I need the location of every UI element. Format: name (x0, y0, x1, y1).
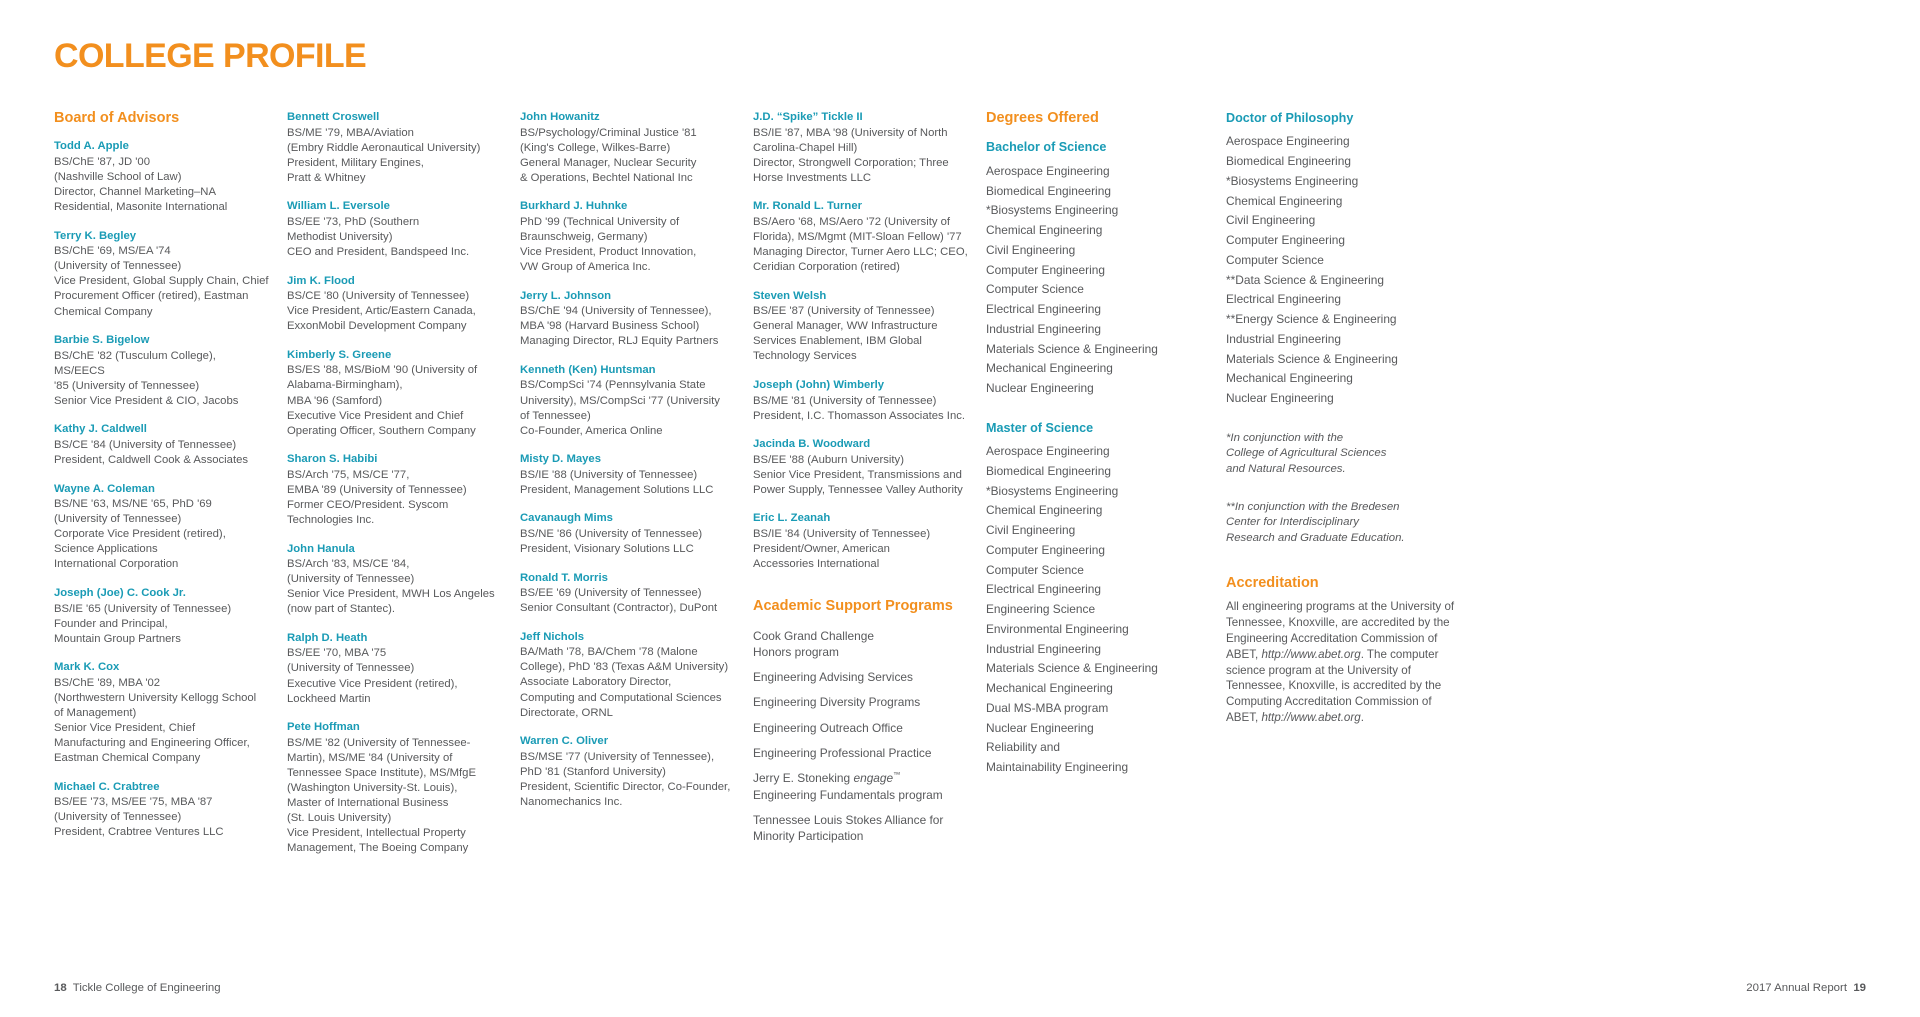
doctorate-column (1226, 110, 1476, 726)
advisor-name: Joseph (Joe) C. Cook Jr. (54, 587, 186, 600)
advisor-detail-line: President/Owner, American (753, 543, 890, 555)
degree-item: Industrial Engineering (1226, 331, 1342, 346)
degree-item: Electrical Engineering (986, 582, 1102, 597)
advisors-column-4 (753, 110, 986, 854)
advisor-entry (54, 422, 269, 468)
advisor-detail-line: BS/Arch '75, MS/CE '77, (287, 468, 410, 481)
degree-item: Aerospace Engineering (986, 444, 1110, 459)
advisor-name: Jacinda B. Woodward (753, 438, 871, 451)
advisor-detail-line: BS/CE '84 (University of Tennessee) (54, 438, 237, 451)
degree-item: Nuclear Engineering (1226, 391, 1334, 406)
abet-url-1[interactable]: http://www.abet.org (1261, 647, 1361, 661)
degree-item: Nuclear Engineering (986, 381, 1094, 395)
advisor-detail-line: BS/IE '84 (University of Tennessee) (753, 527, 931, 540)
advisors-column-1 (54, 110, 287, 854)
degree-item: Civil Engineering (986, 242, 1076, 257)
advisor-detail-line: General Manager, Nuclear Security (520, 156, 697, 169)
advisor-entry (753, 110, 968, 186)
advisor-detail-line: Senior Vice President, Transmissions and (753, 468, 962, 481)
degree-item: *Biosystems Engineering (1226, 173, 1359, 188)
footer-right (1746, 982, 1866, 994)
degree-item: Mechanical Engineering (986, 361, 1113, 376)
advisor-detail-line: Ceridian Corporation (retired) (753, 261, 900, 274)
degree-item: Aerospace Engineering (1226, 134, 1350, 149)
academic-support-line: Honors program (753, 644, 839, 659)
advisor-entry (287, 720, 502, 856)
advisor-detail-line: President, Military Engines, (287, 156, 424, 169)
advisor-detail-line: BS/EE '73, PhD (Southern (287, 215, 420, 228)
advisor-name: Jerry L. Johnson (520, 289, 612, 302)
advisor-detail-line: BS/EE '87 (University of Tennessee) (753, 305, 935, 318)
advisor-name: Kimberly S. Greene (287, 348, 392, 361)
advisor-detail-line: '85 (University of Tennessee) (54, 379, 200, 392)
advisor-detail-line: Lockheed Martin (287, 692, 371, 705)
footer-right-page-number: 19 (1853, 982, 1866, 994)
degree-item: **Data Science & Engineering (1226, 272, 1384, 287)
advisor-entry (287, 199, 502, 260)
advisor-detail-line: Vice President, Global Supply Chain, Chief (54, 275, 269, 288)
degree-item: Nuclear Engineering (986, 720, 1094, 735)
advisor-detail-line: ExxonMobil Development Company (287, 320, 467, 333)
phd-degree-list (1226, 132, 1458, 409)
footer-left-page-number: 18 (54, 982, 67, 994)
advisor-detail-line: & Operations, Bechtel National Inc (520, 171, 693, 184)
advisor-detail-line: Science Applications (54, 543, 158, 556)
advisor-detail-line: Braunschweig, Germany) (520, 230, 648, 243)
footer-left (54, 982, 221, 994)
advisor-name: John Hanula (287, 542, 355, 555)
advisor-entry (520, 630, 735, 721)
advisor-name: Ronald T. Morris (520, 571, 608, 584)
academic-support-item (753, 669, 968, 685)
advisor-entry (54, 660, 269, 766)
engage-trademark: engage (853, 771, 894, 786)
advisor-detail-line: (Washington University-St. Louis), (287, 781, 458, 794)
advisor-name: Mr. Ronald L. Turner (753, 200, 862, 213)
academic-support-line: Engineering Diversity Programs (753, 695, 921, 710)
advisor-detail-line: BS/EE '69 (University of Tennessee) (520, 587, 702, 600)
academic-support-item (753, 770, 968, 803)
advisor-detail-line: BS/IE '65 (University of Tennessee) (54, 602, 232, 615)
advisor-detail-line: General Manager, WW Infrastructure (753, 320, 938, 333)
advisor-detail-line: Directorate, ORNL (520, 706, 613, 719)
degree-item: Dual MS-MBA program (986, 700, 1109, 715)
advisor-name: Jim K. Flood (287, 274, 355, 287)
master-degree-list (986, 442, 1208, 778)
footnote-two (1226, 500, 1458, 547)
degree-item: Mechanical Engineering (986, 681, 1113, 696)
academic-support-list (753, 628, 968, 845)
degree-item: Reliability and (986, 740, 1061, 755)
advisor-detail-line: BS/CE '80 (University of Tennessee) (287, 290, 470, 303)
advisor-detail-line: Co-Founder, America Online (520, 424, 663, 437)
advisor-detail-line: BS/ChE '89, MBA '02 (54, 676, 161, 689)
advisor-detail-line: Senior Vice President, Chief (54, 722, 196, 735)
advisor-detail-line: (now part of Stantec). (287, 603, 395, 616)
advisor-detail-line: Horse Investments LLC (753, 171, 872, 184)
advisor-name: Pete Hoffman (287, 721, 360, 734)
advisor-detail-line: BS/ChE '69, MS/EA '74 (54, 245, 171, 258)
degree-item: Maintainability Engineering (986, 760, 1129, 775)
advisor-name: Bennett Croswell (287, 111, 380, 123)
footnote-line: Research and Graduate Education. (1226, 531, 1405, 544)
advisor-detail-line: of Management) (54, 706, 137, 719)
advisor-name: Ralph D. Heath (287, 631, 368, 644)
footnote-line: *In conjunction with the (1226, 431, 1344, 444)
advisor-detail-line: BS/EE '70, MBA '75 (287, 647, 387, 660)
advisor-detail-line: Mountain Group Partners (54, 632, 181, 645)
advisor-entry (753, 511, 968, 572)
degree-item: Chemical Engineering (986, 503, 1103, 518)
degrees-offered-heading: Degrees Offered (986, 110, 1099, 126)
footnote-one (1226, 431, 1458, 478)
advisor-name: Michael C. Crabtree (54, 780, 160, 793)
advisor-name: William L. Eversole (287, 200, 390, 213)
advisor-detail-line: Tennessee Space Institute), MS/MfgE (287, 766, 477, 779)
advisor-detail-line: Director, Strongwell Corporation; Three (753, 156, 949, 169)
advisor-name: J.D. “Spike” Tickle II (753, 111, 863, 123)
advisor-detail-line: Vice President, Product Innovation, (520, 246, 697, 258)
abet-url-2[interactable]: http://www.abet.org (1261, 711, 1361, 725)
master-of-science-heading: Master of Science (986, 420, 1094, 435)
advisor-name: Warren C. Oliver (520, 735, 609, 748)
advisor-entry (520, 199, 735, 275)
degree-item: Computer Engineering (1226, 233, 1345, 248)
advisor-detail-line: Residential, Masonite International (54, 201, 228, 214)
degree-item: Electrical Engineering (986, 302, 1102, 316)
advisor-detail-line: (University of Tennessee) (54, 811, 182, 824)
advisor-entry (753, 289, 968, 365)
advisor-name: Cavanaugh Mims (520, 512, 613, 525)
advisor-detail-line: Power Supply, Tennessee Valley Authority (753, 483, 963, 496)
academic-support-item (753, 694, 968, 710)
advisor-entry (520, 571, 735, 617)
advisor-entry (753, 437, 968, 498)
advisor-detail-line: Pratt & Whitney (287, 171, 366, 184)
advisor-list-3 (520, 110, 735, 810)
advisor-entry (753, 378, 968, 424)
advisor-detail-line: VW Group of America Inc. (520, 261, 651, 274)
advisor-detail-line: Technology Services (753, 350, 857, 363)
advisor-entry (520, 734, 735, 810)
advisor-detail-line: (Northwestern University Kellogg School (54, 691, 257, 704)
academic-support-line: Minority Participation (753, 829, 864, 844)
advisor-name: Barbie S. Bigelow (54, 334, 150, 347)
advisor-detail-line: (Embry Riddle Aeronautical University) (287, 141, 481, 154)
advisor-detail-line: Managing Director, RLJ Equity Partners (520, 335, 719, 348)
advisor-detail-line: BS/Aero '68, MS/Aero '72 (University of (753, 215, 951, 228)
advisor-detail-line: Alabama-Birmingham), (287, 379, 403, 392)
advisor-detail-line: International Corporation (54, 558, 179, 571)
footnote-line: and Natural Resources. (1226, 463, 1346, 476)
degree-item: Computer Engineering (986, 542, 1105, 557)
degree-item: Engineering Science (986, 602, 1096, 617)
advisor-detail-line: (Nashville School of Law) (54, 170, 182, 183)
advisor-name: Burkhard J. Huhnke (520, 200, 628, 213)
advisor-entry (54, 139, 269, 215)
advisor-detail-line: BS/EE '73, MS/EE '75, MBA '87 (54, 796, 213, 809)
advisor-entry (287, 452, 502, 528)
footnote-line: **In conjunction with the Bredesen (1226, 500, 1400, 513)
footer-right-label: 2017 Annual Report (1746, 982, 1847, 994)
advisor-detail-line: President, Management Solutions LLC (520, 483, 714, 496)
advisor-detail-line: BS/IE '87, MBA '98 (University of North (753, 126, 948, 139)
advisor-name: John Howanitz (520, 111, 600, 123)
advisor-detail-line: BS/IE '88 (University of Tennessee) (520, 468, 698, 481)
advisor-detail-line: Senior Vice President, MWH Los Angeles (287, 588, 495, 601)
advisor-name: Sharon S. Habibi (287, 453, 378, 466)
degree-item: Biomedical Engineering (986, 463, 1111, 478)
advisor-detail-line: Senior Vice President & CIO, Jacobs (54, 394, 239, 407)
doctor-of-philosophy-heading: Doctor of Philosophy (1226, 111, 1354, 125)
advisor-detail-line: Eastman Chemical Company (54, 752, 201, 765)
advisor-name: Todd A. Apple (54, 140, 129, 153)
degree-item: Chemical Engineering (1226, 193, 1343, 208)
advisor-detail-line: Master of International Business (287, 797, 449, 810)
degree-item: Aerospace Engineering (986, 163, 1110, 178)
advisor-detail-line: President, Caldwell Cook & Associates (54, 454, 249, 467)
academic-support-item (753, 745, 968, 761)
advisor-detail-line: CEO and President, Bandspeed Inc. (287, 246, 470, 258)
advisor-detail-line: MBA '98 (Harvard Business School) (520, 320, 700, 333)
academic-support-line: Cook Grand Challenge (753, 628, 874, 643)
advisor-detail-line: MBA '96 (Samford) (287, 394, 383, 407)
degree-item: Computer Science (986, 562, 1084, 577)
academic-support-line: Jerry E. Stoneking engage™ (753, 770, 901, 786)
advisor-list-1 (54, 139, 269, 840)
academic-support-item (753, 628, 968, 661)
degree-item: Environmental Engineering (986, 621, 1129, 636)
advisor-detail-line: Computing and Computational Sciences (520, 691, 722, 704)
advisor-entry (287, 110, 502, 186)
advisor-detail-line: (University of Tennessee) (287, 662, 415, 675)
advisor-detail-line: BS/ES '88, MS/BioM '90 (University of (287, 364, 478, 377)
advisor-detail-line: BS/ChE '82 (Tusculum College), MS/EECS (54, 349, 216, 377)
advisor-detail-line: Accessories International (753, 558, 880, 571)
degree-item: Materials Science & Engineering (1226, 351, 1398, 366)
advisor-detail-line: President, I.C. Thomasson Associates Inc. (753, 409, 966, 422)
advisor-detail-line: University), MS/CompSci '77 (University (520, 394, 720, 407)
advisor-entry (54, 482, 269, 573)
advisor-detail-line: BS/CompSci '74 (Pennsylvania State (520, 379, 706, 392)
advisor-detail-line: BS/ME '81 (University of Tennessee) (753, 394, 937, 407)
advisor-name: Mark K. Cox (54, 661, 120, 674)
advisor-detail-line: Managing Director, Turner Aero LLC; CEO, (753, 246, 968, 258)
advisor-detail-line: (University of Tennessee) (54, 260, 182, 273)
advisor-detail-line: (University of Tennessee) (54, 513, 182, 526)
advisor-detail-line: BS/ME '82 (University of Tennessee- (287, 736, 471, 749)
advisor-detail-line: Technologies Inc. (287, 513, 375, 526)
advisor-entry (287, 631, 502, 707)
advisor-detail-line: Carolina-Chapel Hill) (753, 141, 858, 154)
advisor-detail-line: Founder and Principal, (54, 617, 168, 630)
advisor-detail-line: BS/ChE '94 (University of Tennessee), (520, 305, 712, 318)
advisors-column-3 (520, 110, 753, 823)
advisor-detail-line: (King's College, Wilkes-Barre) (520, 141, 671, 154)
advisor-detail-line: Former CEO/President. Syscom (287, 498, 449, 511)
advisor-detail-line: Executive Vice President and Chief (287, 409, 464, 422)
advisor-entry (287, 274, 502, 335)
advisor-name: Jeff Nichols (520, 630, 585, 643)
advisor-detail-line: Services Enablement, IBM Global (753, 335, 922, 348)
advisor-detail-line: Director, Channel Marketing–NA (54, 186, 216, 199)
advisor-name: Eric L. Zeanah (753, 512, 831, 525)
advisor-detail-line: College), PhD '83 (Texas A&M University) (520, 661, 729, 674)
advisor-detail-line: Management, The Boeing Company (287, 842, 469, 855)
content-columns (54, 110, 1874, 870)
advisor-entry (287, 348, 502, 439)
advisor-entry (520, 289, 735, 350)
advisor-detail-line: PhD '81 (Stanford University) (520, 765, 666, 778)
footnote-line: Center for Interdisciplinary (1226, 516, 1359, 529)
advisor-detail-line: BA/Math '78, BA/Chem '78 (Malone (520, 646, 698, 659)
bachelor-degree-list (986, 162, 1208, 399)
advisor-detail-line: of Tennessee) (520, 409, 591, 422)
advisor-detail-line: President, Scientific Director, Co-Founder, (520, 780, 731, 793)
advisor-detail-line: BS/MSE '77 (University of Tennessee), (520, 750, 715, 763)
degree-item: Industrial Engineering (986, 641, 1102, 656)
page-title: COLLEGE PROFILE (54, 37, 367, 75)
advisor-detail-line: Martin), MS/ME '84 (University of (287, 751, 453, 764)
advisor-detail-line: (St. Louis University) (287, 812, 392, 825)
academic-support-heading: Academic Support Programs (753, 598, 953, 615)
degree-item: Biomedical Engineering (986, 183, 1111, 198)
footnote-line: College of Agricultural Sciences (1226, 447, 1387, 460)
academic-support-line: Engineering Outreach Office (753, 720, 903, 735)
academic-support-item (753, 812, 968, 845)
advisor-entry (520, 110, 735, 186)
degree-item: Biomedical Engineering (1226, 154, 1351, 169)
advisor-detail-line: BS/ME '79, MBA/Aviation (287, 126, 414, 139)
advisor-name: Steven Welsh (753, 289, 827, 302)
academic-support-line: Tennessee Louis Stokes Alliance for (753, 812, 944, 827)
advisor-detail-line: Manufacturing and Engineering Officer, (54, 737, 250, 750)
advisor-detail-line: Methodist University) (287, 230, 393, 243)
advisor-detail-line: BS/NE '63, MS/NE '65, PhD '69 (54, 498, 212, 511)
advisor-name: Joseph (John) Wimberly (753, 378, 885, 391)
advisor-detail-line: BS/NE '86 (University of Tennessee) (520, 527, 703, 540)
degree-item: Computer Science (1226, 252, 1324, 267)
advisor-detail-line: BS/Psychology/Criminal Justice '81 (520, 126, 697, 139)
degree-item: *Biosystems Engineering (986, 203, 1119, 218)
advisor-detail-line: BS/Arch '83, MS/CE '84, (287, 558, 410, 571)
degree-item: Computer Science (986, 282, 1084, 297)
advisor-entry (54, 333, 269, 409)
advisor-detail-line: Nanomechanics Inc. (520, 795, 623, 808)
degree-item: Industrial Engineering (986, 321, 1102, 336)
footer-left-label: Tickle College of Engineering (72, 982, 221, 994)
advisor-name: Misty D. Mayes (520, 453, 601, 466)
degree-item: Civil Engineering (1226, 213, 1316, 228)
advisor-name: Terry K. Begley (54, 229, 137, 242)
advisor-detail-line: Operating Officer, Southern Company (287, 424, 476, 437)
advisor-detail-line: (University of Tennessee) (287, 573, 415, 586)
advisor-detail-line: President, Visionary Solutions LLC (520, 543, 694, 555)
board-of-advisors-heading: Board of Advisors (54, 110, 180, 126)
bachelor-of-science-heading: Bachelor of Science (986, 140, 1107, 155)
degree-item: Chemical Engineering (986, 223, 1103, 237)
degree-item: Civil Engineering (986, 523, 1076, 538)
advisor-detail-line: Senior Consultant (Contractor), DuPont (520, 602, 718, 615)
degree-item: Materials Science & Engineering (986, 341, 1158, 356)
degree-item: Materials Science & Engineering (986, 661, 1158, 676)
advisor-detail-line: BS/ChE '87, JD '00 (54, 155, 150, 168)
advisor-detail-line: Vice President, Intellectual Property (287, 827, 466, 840)
degree-item: Mechanical Engineering (1226, 371, 1353, 386)
degree-item: Computer Engineering (986, 262, 1105, 277)
academic-support-line: Engineering Advising Services (753, 670, 913, 685)
degrees-offered-column (986, 110, 1226, 778)
degree-item: **Energy Science & Engineering (1226, 312, 1397, 327)
advisor-detail-line: EMBA '89 (University of Tennessee) (287, 483, 467, 496)
advisor-detail-line: Florida), MS/Mgmt (MIT-Sloan Fellow) '77 (753, 230, 962, 243)
advisor-detail-line: Chemical Company (54, 305, 153, 318)
advisor-list-4 (753, 110, 968, 572)
advisor-detail-line: Executive Vice President (retired), (287, 677, 458, 690)
advisor-detail-line: Vice President, Artic/Eastern Canada, (287, 305, 476, 318)
advisor-entry (287, 542, 502, 618)
advisor-name: Kathy J. Caldwell (54, 423, 147, 436)
academic-support-line: Engineering Professional Practice (753, 746, 932, 761)
advisor-detail-line: Associate Laboratory Director, (520, 676, 672, 689)
advisor-entry (520, 511, 735, 557)
advisor-entry (753, 199, 968, 275)
advisor-entry (54, 780, 269, 841)
advisor-detail-line: Procurement Officer (retired), Eastman (54, 290, 249, 303)
advisor-entry (520, 363, 735, 439)
accreditation-text: All engineering programs at the University of Tennessee, Knoxville, are accredited by the Engineering Accreditation Commission of ABET, http://www.abet.org. The computer science program at the University of Tennessee, Knoxville, is accredited by the Computing Accreditation Commission of ABET, http://www.abet.org. (1226, 600, 1455, 725)
advisor-name: Kenneth (Ken) Huntsman (520, 363, 656, 376)
academic-support-line: Engineering Fundamentals program (753, 787, 943, 802)
degree-item: Electrical Engineering (1226, 292, 1342, 307)
advisor-entry (54, 229, 269, 320)
academic-support-item (753, 720, 968, 736)
advisor-detail-line: President, Crabtree Ventures LLC (54, 826, 224, 839)
degree-item: *Biosystems Engineering (986, 483, 1119, 498)
advisor-entry (54, 586, 269, 647)
advisor-detail-line: Corporate Vice President (retired), (54, 528, 226, 541)
accreditation-heading: Accreditation (1226, 574, 1319, 591)
advisor-list-2 (287, 110, 502, 856)
advisors-column-2 (287, 110, 520, 870)
advisor-detail-line: BS/EE '88 (Auburn University) (753, 453, 904, 466)
advisor-name: Wayne A. Coleman (54, 482, 155, 495)
advisor-detail-line: PhD '99 (Technical University of (520, 215, 680, 228)
advisor-entry (520, 452, 735, 498)
